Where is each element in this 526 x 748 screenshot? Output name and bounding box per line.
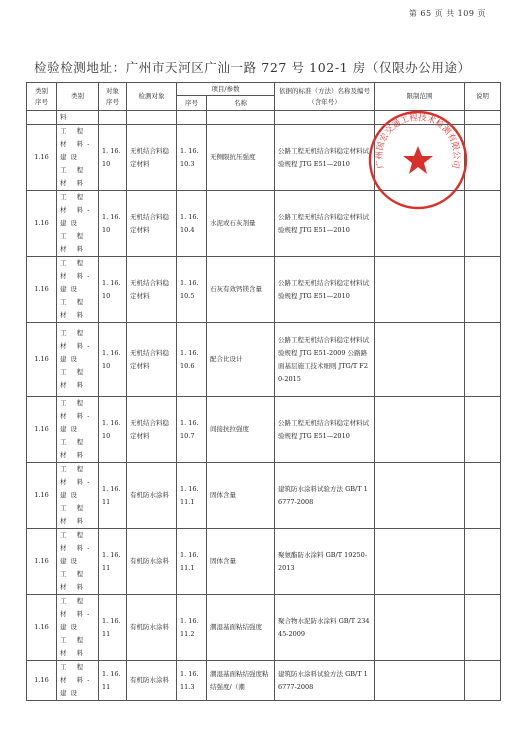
table-row <box>27 595 501 661</box>
object-cell: 有机防水涂料 <box>127 529 177 595</box>
test-address: 检验检测地址：广州市天河区广汕一路 727 号 102-1 房（仅限办公用途） <box>34 60 471 75</box>
category-cell: 工 程 材 料-建设 工 程 材 料 <box>57 397 99 463</box>
item-name-cell: 潮湿基面粘结强度粘结强度/（潮 <box>207 661 275 701</box>
category-cell: 工 程 材 料-建设 工 程 材 料 <box>57 191 99 257</box>
item-name-cell: 固体含量 <box>207 529 275 595</box>
category-no-cell: 1.16 <box>27 323 57 397</box>
category-no-cell: 1.16 <box>27 257 57 323</box>
header-item-param: 项目/参数 <box>177 83 275 96</box>
item-name-cell: 石灰有效钙镁含量 <box>207 257 275 323</box>
table-row <box>27 661 501 701</box>
table-row <box>27 323 501 397</box>
scope-table <box>26 82 501 701</box>
object-no-cell: 1. 16. 10 <box>99 191 127 257</box>
header-object-no: 对象 序号 <box>99 83 127 111</box>
object-no-cell: 1. 16. 10 <box>99 397 127 463</box>
limit-cell <box>375 257 465 323</box>
limit-cell <box>375 463 465 529</box>
limit-cell <box>375 323 465 397</box>
header-category: 类别 <box>57 83 99 111</box>
item-no-cell: 1. 16. 10.7 <box>177 397 207 463</box>
category-cell: 工 程 材 料-建设 工 程 材 料 <box>57 323 99 397</box>
item-no-cell: 1. 16. 11.1 <box>177 463 207 529</box>
standard-cell: 建筑防水涂料试验方法 GB/T 16777-2008 <box>275 661 375 701</box>
standard-cell: 聚氨酯防水涂料 GB/T 19250-2013 <box>275 529 375 595</box>
category-no-cell: 1.16 <box>27 397 57 463</box>
object-cell: 无机结合料稳定材料 <box>127 191 177 257</box>
standard-cell: 聚合物水泥防水涂料 GB/T 23445-2009 <box>275 595 375 661</box>
standard-cell: 公路工程无机结合料稳定材料试验规程 JTG E51—2010 <box>275 125 375 191</box>
item-name-cell: 间接抗拉强度 <box>207 397 275 463</box>
seal-text: 广州国宏交通工程技术检测有限公司 <box>374 112 462 170</box>
table-row <box>27 463 501 529</box>
category-no-cell: 1.16 <box>27 191 57 257</box>
object-no-cell: 1. 16. 11 <box>99 529 127 595</box>
remark-cell <box>465 529 501 595</box>
category-no-cell: 1.16 <box>27 661 57 701</box>
standard-cell: 公路工程无机结合料稳定材料试验规程 JTG E51—2010 <box>275 397 375 463</box>
remark-cell <box>465 595 501 661</box>
standard-cell: 公路工程无机结合料稳定材料试验规程 JTG E51—2010 <box>275 257 375 323</box>
item-name-cell: 无侧限抗压强度 <box>207 125 275 191</box>
standard-cell: 公路工程无机结合料稳定材料试验规程 JTG E51-2009 公路路面基层施工技术细则 JTG/T F20-2015 <box>275 323 375 397</box>
category-cell: 工 程 材 料-建设 工 程 材 料 <box>57 595 99 661</box>
header-limit: 限制范围 <box>375 83 465 111</box>
continuation-row <box>27 111 501 125</box>
object-no-cell: 1. 16. 11 <box>99 463 127 529</box>
limit-cell <box>375 191 465 257</box>
category-cell: 工 程 材 料-建设 工 程 材 料 <box>57 125 99 191</box>
item-no-cell: 1. 16. 10.5 <box>177 257 207 323</box>
remark-cell <box>465 661 501 701</box>
category-cell: 工 程 材 料-建设 工 程 材 料 <box>57 463 99 529</box>
header-item-no: 序号 <box>177 96 207 111</box>
object-cell: 无机结合料稳定材料 <box>127 257 177 323</box>
object-cell: 有机防水涂料 <box>127 595 177 661</box>
object-no-cell: 1. 16. 10 <box>99 125 127 191</box>
limit-cell <box>375 529 465 595</box>
item-name-cell: 潮湿基面粘结强度 <box>207 595 275 661</box>
header-remark: 说明 <box>465 83 501 111</box>
remark-cell <box>465 125 501 191</box>
header-standard: 依据的标准（方法）名称及编号（含年号） <box>275 83 375 111</box>
table-row <box>27 125 501 191</box>
remark-cell <box>465 323 501 397</box>
category-no-cell: 1.16 <box>27 595 57 661</box>
category-no-cell: 1.16 <box>27 529 57 595</box>
object-no-cell: 1. 16. 10 <box>99 323 127 397</box>
header-object: 检测对象 <box>127 83 177 111</box>
item-no-cell: 1. 16. 11.1 <box>177 529 207 595</box>
table-row <box>27 529 501 595</box>
object-cell: 有机防水涂料 <box>127 661 177 701</box>
item-no-cell: 1. 16. 11.3 <box>177 661 207 701</box>
item-no-cell: 1. 16. 11.2 <box>177 595 207 661</box>
limit-cell <box>375 125 465 191</box>
standard-cell: 公路工程无机结合料稳定材料试验规程 JTG E51—2010 <box>275 191 375 257</box>
limit-cell <box>375 661 465 701</box>
object-no-cell: 1. 16. 10 <box>99 257 127 323</box>
category-cell: 工 程 材 料-建设 工 程 材 料 <box>57 529 99 595</box>
limit-cell <box>375 595 465 661</box>
continuation-fragment: 料 <box>57 111 99 125</box>
item-no-cell: 1. 16. 10.6 <box>177 323 207 397</box>
object-cell: 无机结合料稳定材料 <box>127 323 177 397</box>
item-name-cell: 配合比设计 <box>207 323 275 397</box>
table-row <box>27 257 501 323</box>
table-row <box>27 397 501 463</box>
object-no-cell: 1. 16. 11 <box>99 661 127 701</box>
item-no-cell: 1. 16. 10.4 <box>177 191 207 257</box>
standard-cell: 建筑防水涂料试验方法 GB/T 16777-2008 <box>275 463 375 529</box>
category-no-cell: 1.16 <box>27 463 57 529</box>
remark-cell <box>465 463 501 529</box>
item-name-cell: 水泥或石灰剂量 <box>207 191 275 257</box>
category-cell: 工 程 材 料-建设 <box>57 661 99 701</box>
item-no-cell: 1. 16. 10.3 <box>177 125 207 191</box>
category-cell: 工 程 材 料-建设 工 程 材 料 <box>57 257 99 323</box>
remark-cell <box>465 257 501 323</box>
header-item-name: 名称 <box>207 96 275 111</box>
table-row <box>27 191 501 257</box>
object-cell: 无机结合料稳定材料 <box>127 397 177 463</box>
object-cell: 无机结合料稳定材料 <box>127 125 177 191</box>
remark-cell <box>465 397 501 463</box>
object-cell: 有机防水涂料 <box>127 463 177 529</box>
remark-cell <box>465 191 501 257</box>
page-number: 第 65 页 共 109 页 <box>408 9 486 18</box>
header-category-no: 类别 序号 <box>27 83 57 111</box>
category-no-cell: 1.16 <box>27 125 57 191</box>
item-name-cell: 固体含量 <box>207 463 275 529</box>
limit-cell <box>375 397 465 463</box>
object-no-cell: 1. 16. 11 <box>99 595 127 661</box>
